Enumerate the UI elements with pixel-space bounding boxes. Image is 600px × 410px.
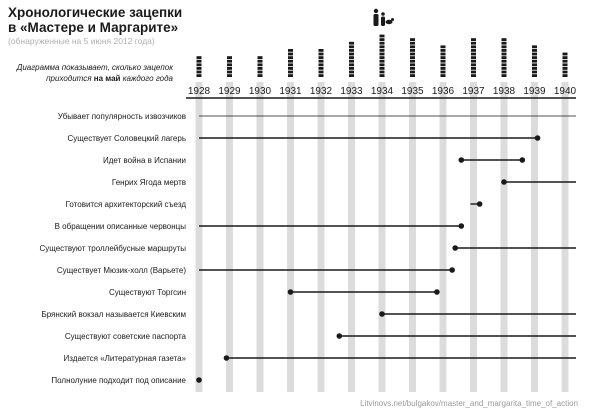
count-mark-1938: [502, 60, 507, 63]
count-mark-1939: [532, 56, 537, 59]
count-mark-1930: [258, 60, 263, 63]
count-mark-1935: [410, 45, 415, 48]
count-mark-1938: [502, 42, 507, 45]
count-mark-1940: [563, 60, 568, 63]
count-mark-1934: [380, 56, 385, 59]
count-mark-1935: [410, 74, 415, 77]
count-mark-1936: [441, 53, 446, 56]
clue-start-dot: [337, 333, 343, 339]
clue-end-dot: [520, 157, 526, 163]
clue-start-dot: [379, 311, 385, 317]
count-mark-1937: [471, 63, 476, 66]
count-mark-1937: [471, 53, 476, 56]
count-mark-1937: [471, 45, 476, 48]
chart-description: [10, 62, 173, 84]
year-label-1929: 1929: [218, 86, 241, 97]
count-mark-1933: [349, 63, 354, 66]
title-line-2: в «Мастере и Маргарите»: [8, 20, 179, 35]
count-mark-1929: [227, 63, 232, 66]
year-band-1940: [562, 82, 569, 392]
count-mark-1940: [563, 53, 568, 56]
count-mark-1939: [532, 74, 537, 77]
clue-end-dot: [449, 267, 455, 273]
count-mark-1933: [349, 67, 354, 70]
count-mark-1931: [288, 60, 293, 63]
count-mark-1934: [380, 71, 385, 74]
year-band-1937: [470, 82, 477, 392]
year-label-1931: 1931: [279, 86, 302, 97]
count-mark-1932: [319, 63, 324, 66]
count-mark-1938: [502, 74, 507, 77]
count-mark-1934: [380, 63, 385, 66]
count-mark-1928: [197, 63, 202, 66]
clue-start-dot: [459, 157, 465, 163]
clue-rows: [39, 112, 576, 385]
count-mark-1939: [532, 71, 537, 74]
count-mark-1934: [380, 42, 385, 45]
count-mark-1931: [288, 71, 293, 74]
count-mark-1930: [258, 74, 263, 77]
count-mark-1933: [349, 60, 354, 63]
count-mark-1930: [258, 67, 263, 70]
count-mark-1929: [227, 60, 232, 63]
clue-label: Полнолуние подходит под описание: [51, 376, 186, 385]
year-band-1939: [531, 82, 538, 392]
year-label-1936: 1936: [431, 86, 455, 97]
count-mark-1933: [349, 56, 354, 59]
count-mark-1937: [471, 42, 476, 45]
count-mark-1938: [502, 45, 507, 48]
count-mark-1932: [319, 67, 324, 70]
year-band-1929: [226, 82, 233, 392]
count-mark-1938: [502, 63, 507, 66]
clue-start-dot: [501, 179, 507, 185]
count-mark-1937: [471, 38, 476, 41]
clue-end-dot: [535, 135, 541, 141]
clue-label: Готовится архитекторский съезд: [65, 200, 186, 209]
count-mark-1928: [197, 60, 202, 63]
clue-end-dot: [477, 201, 483, 207]
count-mark-1935: [410, 60, 415, 63]
year-label-1932: 1932: [309, 86, 333, 97]
year-band-1930: [257, 82, 264, 392]
count-mark-1932: [319, 71, 324, 74]
description-bold: на май: [93, 74, 121, 83]
count-mark-1936: [441, 74, 446, 77]
count-mark-1934: [380, 74, 385, 77]
count-mark-1933: [349, 71, 354, 74]
pet-head: [391, 18, 394, 21]
clue-label: Издается «Литературная газета»: [63, 354, 186, 363]
count-mark-1936: [441, 71, 446, 74]
description-text-1: Диаграмма показывает, сколько зацепок приходится: [16, 63, 173, 83]
count-mark-1933: [349, 49, 354, 52]
clue-label: Существуют Торгсин: [109, 288, 186, 297]
year-band-1938: [501, 82, 508, 392]
figure-body: [381, 17, 385, 27]
clue-label: Существуют троллейбусные маршруты: [39, 244, 186, 253]
year-band-1931: [287, 82, 294, 392]
count-mark-1934: [380, 38, 385, 41]
clue-end-dot: [434, 289, 440, 295]
year-label-1933: 1933: [340, 86, 363, 97]
count-mark-1932: [319, 56, 324, 59]
count-mark-1939: [532, 67, 537, 70]
year-label-1935: 1935: [401, 86, 424, 97]
count-mark-1935: [410, 38, 415, 41]
count-mark-1934: [380, 53, 385, 56]
count-mark-1930: [258, 56, 263, 59]
count-mark-1936: [441, 67, 446, 70]
count-mark-1928: [197, 74, 202, 77]
count-mark-1928: [197, 71, 202, 74]
count-mark-1934: [380, 67, 385, 70]
count-mark-1936: [441, 45, 446, 48]
count-mark-1935: [410, 67, 415, 70]
count-mark-1929: [227, 71, 232, 74]
clue-label: Существует Мюзик-холл (Варьете): [56, 266, 186, 275]
clue-label: Генрих Ягода мертв: [111, 178, 186, 187]
count-mark-1929: [227, 56, 232, 59]
count-mark-1937: [471, 74, 476, 77]
clue-count-bars: [197, 35, 568, 77]
year-band-1933: [348, 82, 355, 392]
count-mark-1932: [319, 53, 324, 56]
count-mark-1939: [532, 49, 537, 52]
clue-end-dot: [459, 223, 465, 229]
count-mark-1932: [319, 74, 324, 77]
count-mark-1940: [563, 56, 568, 59]
count-mark-1934: [380, 49, 385, 52]
count-mark-1939: [532, 45, 537, 48]
count-mark-1940: [563, 63, 568, 66]
year-band-1932: [318, 82, 325, 392]
count-mark-1937: [471, 71, 476, 74]
count-mark-1939: [532, 63, 537, 66]
count-mark-1938: [502, 56, 507, 59]
count-mark-1931: [288, 63, 293, 66]
clue-label: Убывает популярность извозчиков: [57, 112, 186, 121]
count-mark-1936: [441, 56, 446, 59]
year-label-1934: 1934: [370, 86, 394, 97]
clue-label: Существует Соловецкий лагерь: [67, 134, 186, 143]
title-line-1: Хронологические зацепки: [8, 5, 183, 20]
count-mark-1933: [349, 53, 354, 56]
count-mark-1937: [471, 60, 476, 63]
figure-head: [381, 12, 385, 16]
count-mark-1936: [441, 49, 446, 52]
count-mark-1934: [380, 35, 385, 38]
family-figures-icon: [374, 9, 395, 26]
count-mark-1933: [349, 74, 354, 77]
year-label-1939: 1939: [523, 86, 546, 97]
year-label-1930: 1930: [248, 86, 272, 97]
year-bands: [196, 82, 569, 392]
chart-title: [8, 5, 198, 35]
clue-start-dot: [224, 355, 230, 361]
count-mark-1935: [410, 56, 415, 59]
count-mark-1934: [380, 45, 385, 48]
count-mark-1933: [349, 45, 354, 48]
chart-subtitle: (обнаруженные на 5 июня 2012 года): [8, 36, 155, 46]
clue-label: Существуют советские паспорта: [64, 332, 186, 341]
count-mark-1936: [441, 63, 446, 66]
count-mark-1931: [288, 53, 293, 56]
count-mark-1928: [197, 56, 202, 59]
year-band-1936: [440, 82, 447, 392]
count-mark-1938: [502, 67, 507, 70]
year-label-1938: 1938: [492, 86, 516, 97]
count-mark-1938: [502, 49, 507, 52]
year-band-1935: [409, 82, 416, 392]
count-mark-1940: [563, 74, 568, 77]
count-mark-1935: [410, 42, 415, 45]
clue-start-dot: [196, 377, 202, 383]
count-mark-1937: [471, 56, 476, 59]
count-mark-1938: [502, 71, 507, 74]
clue-label: В обращении описанные червонцы: [54, 222, 186, 231]
count-mark-1937: [471, 67, 476, 70]
count-mark-1936: [441, 60, 446, 63]
year-label-1928: 1928: [187, 86, 211, 97]
count-mark-1935: [410, 49, 415, 52]
figure-body: [374, 14, 379, 26]
year-label-1937: 1937: [462, 86, 485, 97]
count-mark-1939: [532, 53, 537, 56]
count-mark-1929: [227, 74, 232, 77]
count-mark-1929: [227, 67, 232, 70]
count-mark-1937: [471, 49, 476, 52]
count-mark-1932: [319, 49, 324, 52]
year-label-1940: 1940: [553, 86, 577, 97]
count-mark-1938: [502, 53, 507, 56]
count-mark-1933: [349, 42, 354, 45]
clue-start-dot: [288, 289, 294, 295]
year-band-1934: [379, 82, 386, 392]
count-mark-1931: [288, 67, 293, 70]
count-mark-1931: [288, 56, 293, 59]
count-mark-1932: [319, 60, 324, 63]
count-mark-1940: [563, 67, 568, 70]
description-text-2: каждого года: [122, 74, 173, 83]
clue-start-dot: [452, 245, 458, 251]
clue-label: Идет война в Испании: [102, 156, 186, 165]
count-mark-1931: [288, 49, 293, 52]
count-mark-1939: [532, 60, 537, 63]
year-band-1928: [196, 82, 203, 392]
count-mark-1934: [380, 60, 385, 63]
count-mark-1940: [563, 71, 568, 74]
count-mark-1930: [258, 71, 263, 74]
count-mark-1938: [502, 38, 507, 41]
count-mark-1930: [258, 63, 263, 66]
year-axis: [186, 86, 577, 98]
count-mark-1935: [410, 71, 415, 74]
source-credit: Litvinovs.net/bulgakov/master_and_margarita_time_of_action: [360, 399, 578, 408]
count-mark-1928: [197, 67, 202, 70]
count-mark-1935: [410, 63, 415, 66]
figure-head: [374, 9, 378, 13]
count-mark-1931: [288, 74, 293, 77]
clue-label: Брянский вокзал называется Киевским: [41, 310, 186, 319]
count-mark-1935: [410, 53, 415, 56]
